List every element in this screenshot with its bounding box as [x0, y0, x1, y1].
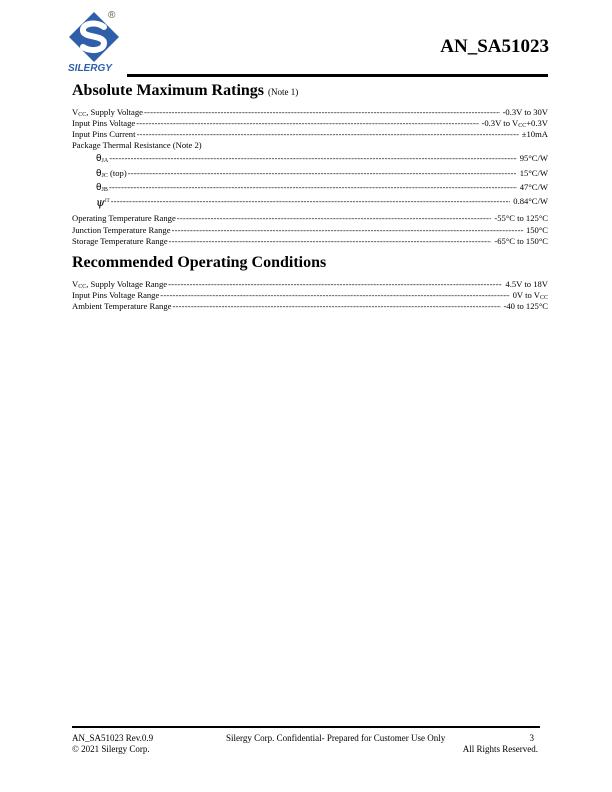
- value: 0V to $V_{CC}$: [512, 290, 548, 301]
- label: Input Pins Current: [72, 129, 136, 139]
- value: -40 to 125°C: [503, 301, 548, 311]
- registered-mark: ®: [108, 10, 116, 21]
- label: Input Pins Voltage Range: [72, 290, 160, 300]
- thermal-resistance-label: [72, 140, 548, 151]
- label: Ambient Temperature Range: [72, 301, 172, 311]
- spec-row-junction-temp: [72, 225, 548, 236]
- spec-row-theta-jc: [96, 168, 548, 180]
- label: Operating Temperature Range: [72, 213, 176, 223]
- silergy-logo: [66, 10, 126, 78]
- label: $\psi^{JT}$: [96, 195, 110, 209]
- spec-row-vcc: [72, 107, 548, 118]
- value: 47°C/W: [519, 182, 548, 192]
- value: -0.3V to $V_{CC}+0.3V$: [481, 118, 548, 129]
- value: -0.3V to 30V: [502, 107, 548, 117]
- section-title-rec-op: Recommended Operating Conditions: [72, 254, 327, 271]
- rec-row-input-voltage: [72, 290, 548, 301]
- page-number: 3: [529, 733, 534, 743]
- rec-row-ambient-temp: [72, 301, 548, 312]
- header-rule: [127, 74, 548, 77]
- spec-row-storage-temp: [72, 236, 548, 247]
- spec-row-operating-temp: [72, 213, 548, 224]
- spec-row-psi-jt: [96, 196, 548, 209]
- logo-text: SILERGY: [68, 63, 112, 74]
- footer-rule: [72, 726, 540, 728]
- value: 150°C: [525, 225, 548, 235]
- footer-copyright: © 2021 Silergy Corp.: [72, 744, 150, 754]
- footer-confidential: Silergy Corp. Confidential- Prepared for Customer Use Only: [226, 733, 446, 743]
- note-ref: (Note 1): [268, 87, 299, 97]
- footer-revision: AN_SA51023 Rev.0.9: [72, 733, 154, 743]
- spec-row-theta-ja: [96, 153, 548, 165]
- value: 15°C/W: [519, 168, 548, 178]
- value: 0.84°C/W: [513, 196, 548, 206]
- value: -65°C to 150°C: [494, 236, 548, 246]
- label: $\theta_{JA}$: [96, 154, 109, 164]
- spec-row-theta-jb: [96, 182, 548, 194]
- label: Package Thermal Resistance (Note 2): [72, 140, 202, 150]
- section-title-abs-max: [72, 82, 298, 100]
- label: $\theta_{JC}$ (top): [96, 168, 127, 179]
- label: Input Pins Voltage: [72, 118, 136, 128]
- label: Storage Temperature Range: [72, 236, 168, 246]
- label: $V_{CC}$, Supply Voltage Range: [72, 279, 168, 290]
- spec-row-input-current: [72, 129, 548, 140]
- title-text: Absolute Maximum Ratings: [72, 82, 265, 99]
- label: $\theta_{JB}$: [96, 183, 108, 193]
- label: Junction Temperature Range: [72, 225, 171, 235]
- footer-rights: All Rights Reserved.: [462, 744, 538, 754]
- label: $V_{CC}$, Supply Voltage: [72, 107, 143, 118]
- value: 4.5V to 18V: [505, 279, 548, 289]
- document-id: AN_SA51023: [440, 36, 549, 57]
- value: -55°C to 125°C: [494, 213, 548, 223]
- spec-row-input-voltage: [72, 118, 548, 129]
- value: ±10mA: [521, 129, 548, 139]
- rec-row-vcc: [72, 279, 548, 290]
- value: 95°C/W: [519, 153, 548, 163]
